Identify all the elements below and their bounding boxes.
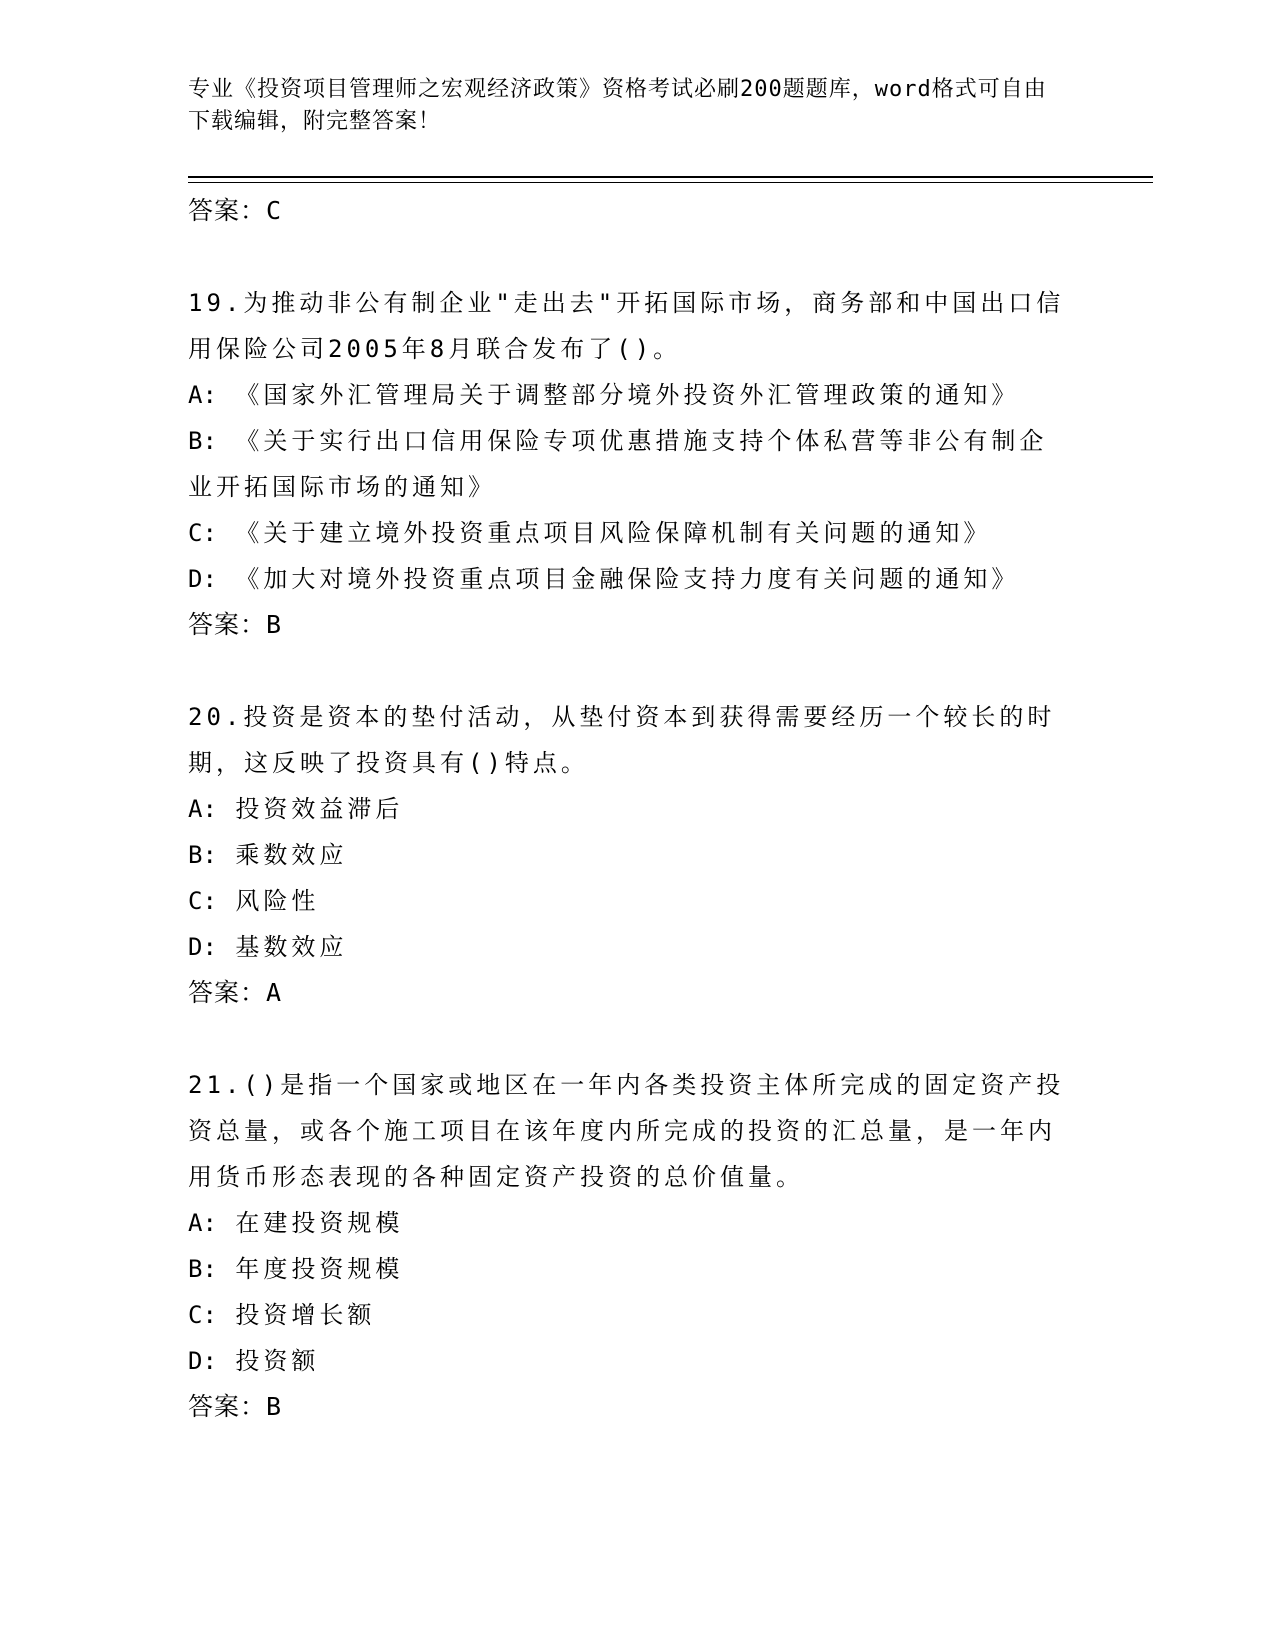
question-stem: 20.投资是资本的垫付活动，从垫付资本到获得需要经历一个较长的时期，这反映了投资具有()特点。 xyxy=(188,703,1056,777)
document-header: 专业《投资项目管理师之宏观经济政策》资格考试必刷200题题库，word格式可自由下载编辑，附完整答案！ xyxy=(188,77,1047,134)
question-20 xyxy=(188,694,1068,1016)
question-21 xyxy=(188,1062,1068,1430)
option-b: B: 乘数效应 xyxy=(188,841,348,869)
option-c: C: 风险性 xyxy=(188,887,320,915)
option-c: C: 《关于建立境外投资重点项目风险保障机制有关问题的通知》 xyxy=(188,519,992,547)
option-c: C: 投资增长额 xyxy=(188,1301,376,1329)
question-stem: 19.为推动非公有制企业"走出去"开拓国际市场，商务部和中国出口信用保险公司2005年8月联合发布了()。 xyxy=(188,289,1065,363)
previous-answer: 答案：C xyxy=(188,196,283,225)
question-list xyxy=(188,188,1068,1476)
option-a: A: 《国家外汇管理局关于调整部分境外投资外汇管理政策的通知》 xyxy=(188,381,1020,409)
option-b: B: 《关于实行出口信用保险专项优惠措施支持个体私营等非公有制企业开拓国际市场的通知》 xyxy=(188,427,1048,501)
option-d: D: 基数效应 xyxy=(188,933,348,961)
option-d: D: 《加大对境外投资重点项目金融保险支持力度有关问题的通知》 xyxy=(188,565,1020,593)
header-divider-thin xyxy=(188,182,1153,183)
option-b: B: 年度投资规模 xyxy=(188,1255,404,1283)
question-19 xyxy=(188,280,1068,648)
option-a: A: 投资效益滞后 xyxy=(188,795,404,823)
question-stem: 21.()是指一个国家或地区在一年内各类投资主体所完成的固定资产投资总量，或各个施工项目在该年度内所完成的投资的汇总量，是一年内用货币形态表现的各种固定资产投资的总价值量。 xyxy=(188,1071,1065,1191)
option-d: D: 投资额 xyxy=(188,1347,320,1375)
header-divider-thick xyxy=(188,176,1153,178)
option-a: A: 在建投资规模 xyxy=(188,1209,404,1237)
question-answer: 答案：B xyxy=(188,1392,283,1421)
question-answer: 答案：B xyxy=(188,610,283,639)
question-answer: 答案：A xyxy=(188,978,283,1007)
